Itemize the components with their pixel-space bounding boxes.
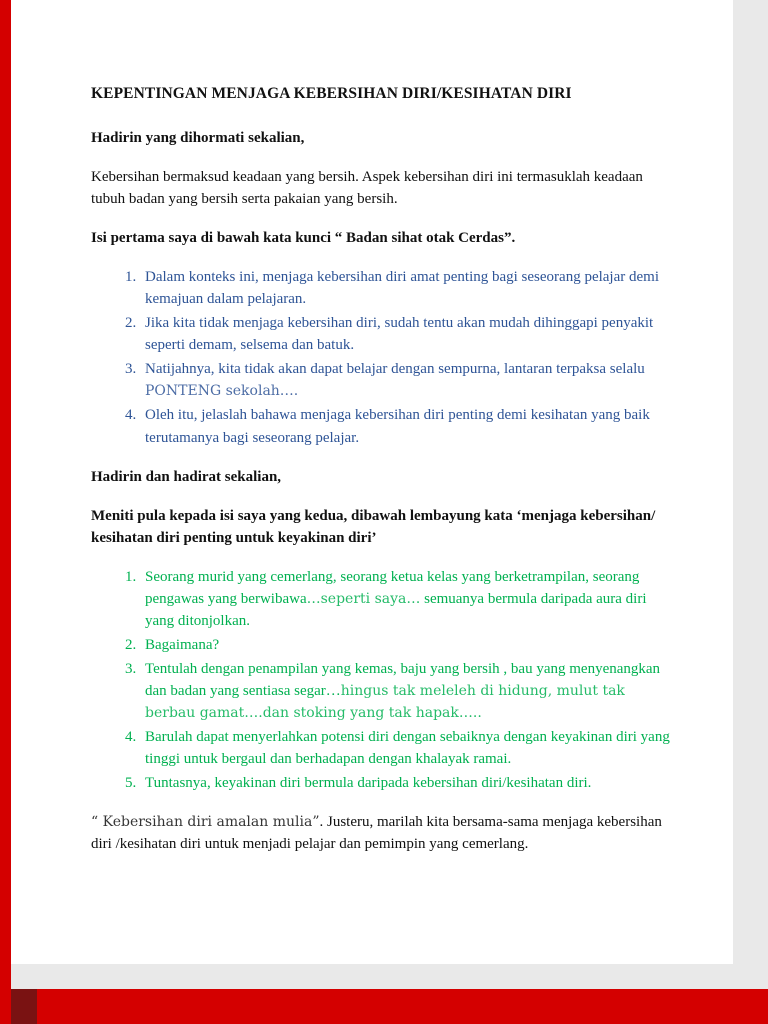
document-title: KEPENTINGAN MENJAGA KEBERSIHAN DIRI/KESIHATAN DIRI — [91, 85, 572, 102]
list-item — [140, 266, 679, 310]
list-item — [140, 726, 679, 770]
list-item-text: Seorang murid yang cemerlang, seorang ketua kelas yang berketrampilan, seorang pengawas yang berwibawa — [145, 568, 640, 607]
list-item-text: Natijahnya, kita tidak akan dapat belajar dengan sempurna, lantaran terpaksa selalu — [145, 361, 645, 378]
list-item-text: Jika kita tidak menjaga kebersihan diri, sudah tentu akan mudah dihinggapi penyakit seperti demam, selsema dan batuk. — [145, 315, 654, 354]
list-item — [140, 634, 679, 656]
first-point-list — [91, 266, 679, 448]
list-item — [140, 312, 679, 356]
list-item — [140, 566, 679, 632]
closing-rest: . Justeru, marilah kita bersama-sama menjaga kebersihan diri /kesihatan diri untuk menjadi pelajar dan pemimpin yang cemerlang. — [91, 814, 662, 853]
list-item — [140, 404, 679, 448]
closing-quote: “ Kebersihan diri amalan mulia” — [91, 814, 320, 831]
list-item — [140, 358, 679, 402]
intro-paragraph: Kebersihan bermaksud keadaan yang bersih. Aspek kebersihan diri ini termasuklah keadaan tubuh badan yang bersih serta pakaian yang bersih. — [91, 169, 643, 208]
list-item-text: Oleh itu, jelaslah bahawa menjaga kebersihan diri penting demi kesihatan yang baik terutamanya bagi seseorang pelajar. — [145, 407, 650, 446]
bottom-left-corner-block — [11, 989, 37, 1024]
bottom-red-border — [0, 989, 768, 1024]
left-red-border — [0, 0, 11, 1024]
list-item — [140, 772, 679, 794]
list-item-text: Dalam konteks ini, menjaga kebersihan diri amat penting bagi seseorang pelajar demi kemajuan dalam pelajaran. — [145, 269, 659, 308]
closing-paragraph — [91, 811, 679, 855]
list-item-alt-text: hingus tak meleleh di hidung, mulut tak berbau gamat….dan stoking yang tak hapak….. — [145, 682, 625, 721]
list-item-alt-text: …seperti saya… — [306, 590, 421, 607]
second-point-list — [91, 566, 679, 794]
list-item-text: Bagaimana? — [145, 636, 220, 653]
list-item-text: Barulah dapat menyerlahkan potensi diri dengan sebaiknya dengan keyakinan diri yang tinggi untuk bergaul dan berhadapan dengan khalayak ramai. — [145, 729, 670, 768]
first-point-heading: Isi pertama saya di bawah kata kunci “ Badan sihat otak Cerdas”. — [91, 230, 516, 247]
list-item-text: Tentulah dengan penampilan yang kemas, baju yang bersih , bau yang menyenangkan dan badan yang sentiasa segar… — [145, 660, 661, 699]
list-item — [140, 658, 679, 724]
second-point-heading: Meniti pula kepada isi saya yang kedua, dibawah lembayung kata ‘menjaga kebersihan/ kesihatan diri penting untuk keyakinan diri’ — [91, 507, 656, 546]
greeting-paragraph-2: Hadirin dan hadirat sekalian, — [91, 468, 282, 485]
document-page — [11, 0, 733, 964]
list-item-alt-text: PONTENG sekolah…. — [145, 383, 299, 400]
greeting-paragraph-1: Hadirin yang dihormati sekalian, — [91, 130, 305, 146]
list-item-text: semuanya bermula daripada aura diri yang ditonjolkan. — [145, 590, 647, 629]
list-item-text: Tuntasnya, keyakinan diri bermula daripada kebersihan diri/kesihatan diri. — [145, 775, 592, 792]
